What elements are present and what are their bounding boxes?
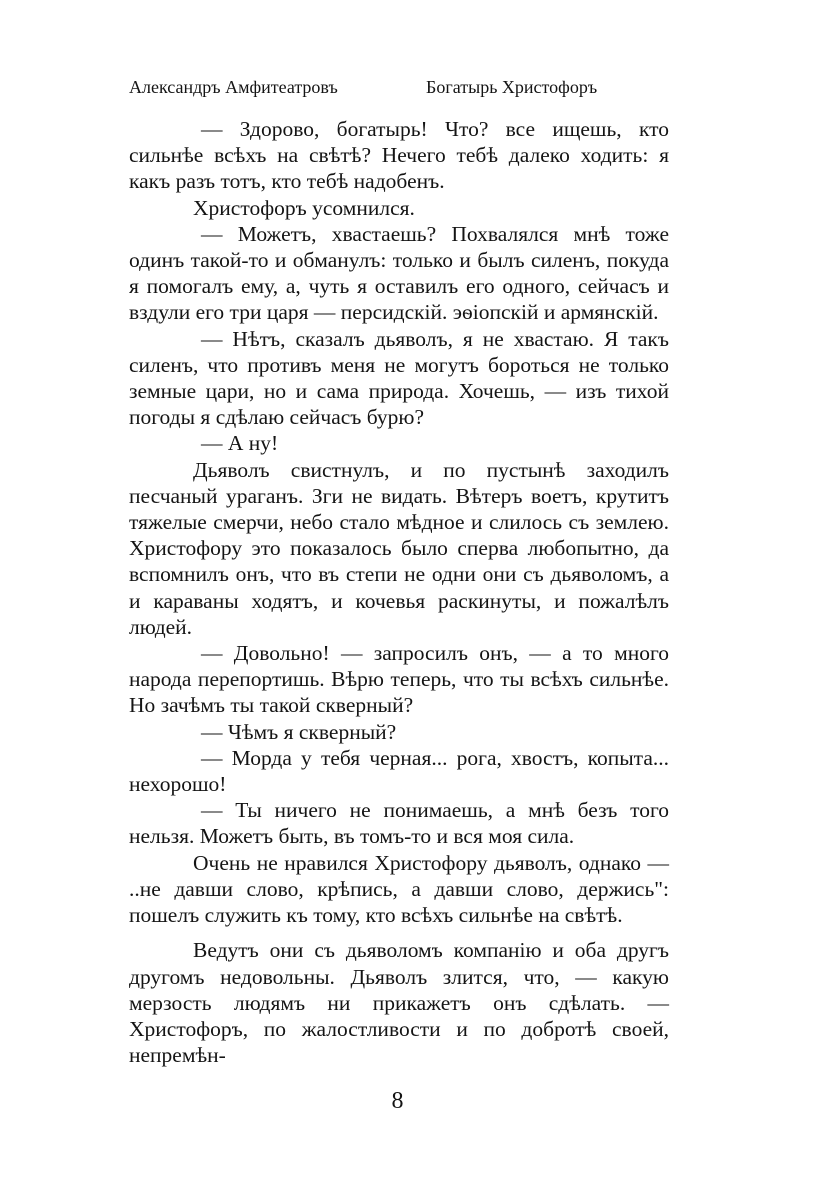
paragraph: — А ну! [201,431,279,456]
page-text [129,116,669,1068]
paragraph: — Ты ничего не понимаешь, а мнѣ безъ того нельзя. Можетъ быть, въ томъ-то и вся моя сила. [129,798,669,849]
paragraph: Очень не нравился Христофору дьяволъ, однако — ..не давши слово, крѣпись, а давши слово, держись": пошелъ служить къ тому, кто всѣхъ сильнѣе на свѣтѣ. [129,850,669,928]
page-number: 8 [391,1088,404,1114]
paragraph: Христофоръ усомнился. [193,195,415,220]
paragraph: — Морда у тебя черная... рога, хвостъ, копыта... нехорошо! [129,745,669,797]
header-author: Александръ Амфитеатровъ [129,77,338,97]
paragraph: — Здорово, богатырь! Что? все ищешь, кто сильнѣе всѣхъ на свѣтѣ? Нечего тебѣ далеко ходить: я какъ разъ тотъ, кто тебѣ надобенъ. [129,117,669,194]
paragraph: — Чѣмъ я скверный? [201,719,397,744]
paragraph: — Можетъ, хвастаешь? Похвалялся мнѣ тоже одинъ такой-то и обманулъ: только и былъ силенъ, покуда я помогалъ ему, а, чуть я оставилъ его одного, сейчасъ и вздули его три царя — персидскій. эѳіопскій и армянскій. [129,221,669,325]
paragraph: — Довольно! — запросилъ онъ, — а то много народа перепортишь. Вѣрю теперь, что ты всѣхъ сильнѣе. Но зачѣмъ ты такой скверный? [129,641,669,718]
paragraph: Дьяволъ свистнулъ, и по пустынѣ заходилъ песчаный ураганъ. Зги не видать. Вѣтеръ воетъ, крутитъ тяжелые смерчи, небо стало мѣдное и слилось съ землею. Христофору это показалось было сперва любопытно, да вспомнилъ онъ, что въ степи не одни они съ дьяволомъ, а и караваны ходятъ, и кочевья раскинуты, и пожалѣлъ людей. [129,457,669,639]
paragraph: Ведутъ они съ дьяволомъ компанію и оба другъ другомъ недовольны. Дьяволъ злится, что, — какую мерзость людямъ ни прикажетъ онъ сдѣлать. — Христофоръ, по жалостливости и по добротѣ своей, непремѣн- [129,938,669,1068]
paragraph: — Нѣтъ, сказалъ дьяволъ, я не хвастаю. Я такъ силенъ, что противъ меня не могутъ бороться не только земные цари, но и сама природа. Хочешь, — изъ тихой погоды я сдѣлаю сейчасъ бурю? [129,326,669,430]
header-title: Богатырь Христофоръ [426,77,598,97]
